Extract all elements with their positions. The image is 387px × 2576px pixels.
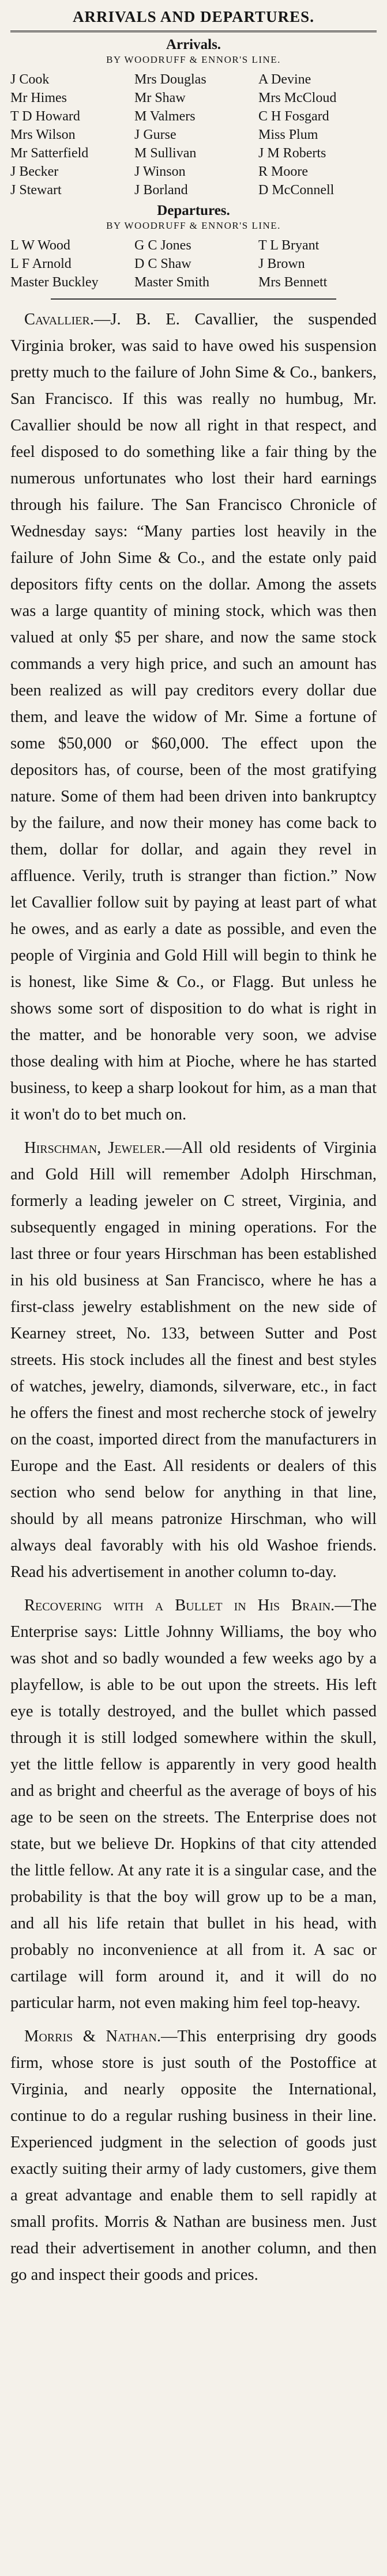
arrivals-section [10,37,377,199]
passenger-name: Mr Shaw [134,90,186,105]
passenger-name: J Stewart [10,183,62,198]
article-body: —This enterprising dry goods firm, whose store is just south of the Postoffice at Virginia, and nearly opposite the International, continue to do a regular rushing business in their line. Experienced judgment in the selection of goods just exactly suiting their army of lady customers, give them a great advantage and enable them to sell rapidly at small profits. Morris & Nathan are business men. Just read their advertisement in another column, and then go and inspect their goods and prices. [10,2027,377,2284]
passenger-name: T D Howard [10,109,80,124]
passenger-name: Mrs Wilson [10,127,76,142]
passenger-name: R Moore [258,164,308,179]
article-body: —All old residents of Virginia and Gold Hill will remember Adolph Hirschman, formerly a leading jeweler on C street, Virginia, and subsequently engaged in mining operations. For the last three or four years Hirschman has been established in his old business at San Francisco, where he has a first-class jewelry establishment on the new side of Kearney street, No. 133, between Sutter and Post streets. His stock includes all the finest and best styles of watches, jewelry, diamonds, silverware, etc., in fact he offers the finest and most recherche stock of jewelry on the coast, imported direct from the manufacturers in Europe and the East. All residents or dealers of this section who send below for anything in that line, should by all means patronize Hirschman, who will always deal favorably with his old Washoe friends. Read his advertisement in another column to-day. [10,1139,377,1581]
passenger-name: L F Arnold [10,256,72,271]
departures-title: Departures. [157,203,230,218]
passenger-name: J Becker [10,164,59,179]
passenger-name: Mr Himes [10,90,67,105]
article-headline: Hirschman, Jeweler. [24,1139,166,1157]
passenger-name: L W Wood [10,238,70,253]
passenger-name: Miss Plum [258,127,318,142]
passenger-name: A Devine [258,72,311,87]
section-rule [51,298,336,300]
article-headline: Cavallier. [24,311,94,328]
passenger-name: Mrs Bennett [258,275,328,290]
passenger-name: Master Buckley [10,275,99,290]
departures-names [10,236,377,292]
passenger-name: Mrs Douglas [134,72,206,87]
passenger-name: M Sullivan [134,146,197,161]
passenger-name: M Valmers [134,109,196,124]
passenger-name: J Cook [10,72,50,87]
article-bullet [10,1592,377,2017]
passenger-name: Master Smith [134,275,209,290]
passenger-name: J Winson [134,164,186,179]
article-body: —J. B. E. Cavallier, the suspended Virginia broker, was said to have owed his suspension pretty much to the failure of John Sime & Co., bankers, San Francisco. If this was really no humbug, Mr. Cavallier should be now all right in that respect, and feel disposed to do something like a fair thing by the numerous unfortunates who lost their hard earnings through his failure. The San Francisco Chronicle of Wednesday says: “Many parties lost heavily in the failure of John Sime & Co., and the estate only paid depositors fifty cents on the dollar. Among the assets was a large quantity of mining stock, which was then valued at only $5 per share, and now the same stock commands a very high price, and such an amount has been realized as will pay creditors every dollar due them, and leave the widow of Mr. Sime a fortune of some $50,000 or $60,000. The effect upon the depositors has, of course, been of the most gratifying nature. Some of them had been driven into bankruptcy by the failure, and now their money has come back to them, dollar for dollar, and again they revel in affluence. Verily, truth is stranger than fiction.” Now let Cavallier follow suit by paying at least part of what he owes, and as early a date as possible, and even the people of Virginia and Gold Hill will begin to think he is honest, like Sime & Co., or Flagg. But unless he shows some sort of disposition to do what is right in the matter, and be honorable very soon, we advise those dealing with him at Pioche, where he has started business, to keep a sharp lookout for him, as a man that it won't do to bet much on. [10,311,377,1124]
article-body: —The Enterprise says: Little Johnny Williams, the boy who was shot and so badly wounded a few weeks ago by a playfellow, is able to be out upon the streets. His left eye is totally destroyed, and the bullet which passed through it is still lodged somewhere within the skull, yet the little fellow is apparently in very good health and as bright and cheerful as the average of boys of his age to be seen on the streets. The Enterprise does not state, but we believe Dr. Hopkins of that city attended the little fellow. At any rate it is a singular case, and the probability is that the boy will grow up to be a man, and all his life retain that bullet in his head, with probably no inconvenience at all from it. A sac or cartilage will form around it, and it will do no particular harm, not even making him feel top-heavy. [10,1597,377,2012]
arrivals-line-credit: BY WOODRUFF & ENNOR'S LINE. [106,54,281,65]
article-morris-nathan [10,2023,377,2288]
passenger-name: Mrs McCloud [258,90,337,105]
passenger-name: C H Fosgard [258,109,329,124]
arrivals-names [10,70,377,199]
passenger-name: Mr Satterfield [10,146,89,161]
arrivals-title: Arrivals. [166,37,221,52]
passenger-name: G C Jones [134,238,191,253]
article-hirschman [10,1135,377,1586]
passenger-name: T L Bryant [258,238,320,253]
passenger-name: D C Shaw [134,256,191,271]
section-masthead: ARRIVALS AND DEPARTURES. [10,8,377,32]
passenger-name: J Borland [134,183,188,198]
article-cavallier [10,307,377,1128]
passenger-name: J Gurse [134,127,176,142]
article-headline: Recovering with a Bullet in His Brain. [24,1597,335,1614]
passenger-name: J Brown [258,256,305,271]
departures-section [10,203,377,292]
passenger-name: J M Roberts [258,146,326,161]
departures-line-credit: BY WOODRUFF & ENNOR'S LINE. [106,220,281,231]
article-headline: Morris & Nathan. [24,2027,161,2045]
passenger-name: D McConnell [258,183,335,198]
